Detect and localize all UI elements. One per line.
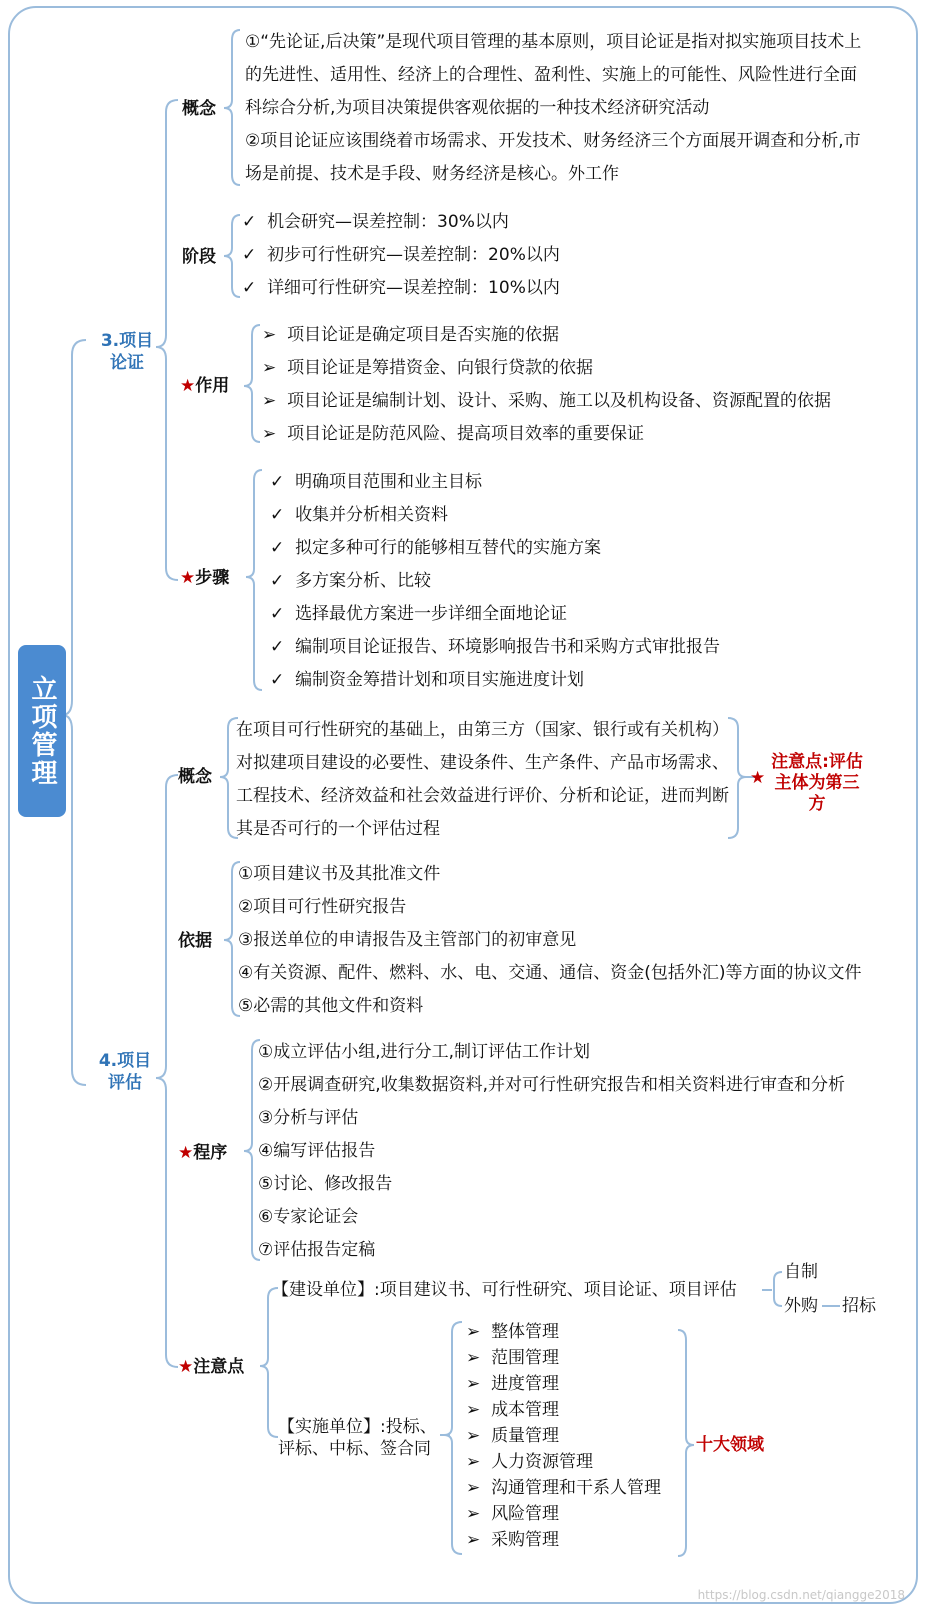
ten-areas-label: 十大领域 xyxy=(696,1435,764,1455)
step-item: ✓ 编制资金筹措计划和项目实施进度计划 xyxy=(270,670,585,690)
area-item: ➢ 整体管理 xyxy=(466,1322,560,1342)
stage-item: ✓ 机会研究—误差控制：30%以内 xyxy=(242,212,509,232)
sec3-role-label: ★作用 xyxy=(180,376,230,396)
step-item: ✓ 编制项目论证报告、环境影响报告书和采购方式审批报告 xyxy=(270,637,721,657)
step-item: ✓ 拟定多种可行的能够相互替代的实施方案 xyxy=(270,538,602,558)
sec4-basis-label: 依据 xyxy=(178,931,212,951)
basis-item: ③报送单位的申请报告及主管部门的初审意见 xyxy=(238,930,577,950)
sec4-procedure-label: ★程序 xyxy=(178,1143,228,1163)
basis-item: ④有关资源、配件、燃料、水、电、交通、通信、资金(包括外汇)等方面的协议文件 xyxy=(238,963,862,983)
sec4-concept-note: ★ 注意点:评估 主体为第三 方 xyxy=(750,752,863,814)
step-item: ✓ 明确项目范围和业主目标 xyxy=(270,472,483,492)
role-item: ➢ 项目论证是防范风险、提高项目效率的重要保证 xyxy=(262,424,645,444)
basis-item: ⑤必需的其他文件和资料 xyxy=(238,996,424,1016)
area-item: ➢ 人力资源管理 xyxy=(466,1452,594,1472)
section-3-title: 3.项目 论证 xyxy=(100,331,154,373)
area-item: ➢ 质量管理 xyxy=(466,1426,560,1446)
section-4-title: 4.项目 评估 xyxy=(98,1051,152,1093)
star-icon: ★ xyxy=(750,768,766,788)
procedure-item: ④编写评估报告 xyxy=(258,1141,376,1161)
watermark: https://blog.csdn.net/qiangge2018 xyxy=(697,1588,905,1602)
stage-item: ✓ 初步可行性研究—误差控制：20%以内 xyxy=(242,245,560,265)
procedure-item: ③分析与评估 xyxy=(258,1108,359,1128)
root-node xyxy=(18,645,66,817)
tender: 招标 xyxy=(842,1296,876,1316)
procedure-item: ①成立评估小组,进行分工,制订评估工作计划 xyxy=(258,1042,591,1062)
root-title: 立项管理 xyxy=(27,675,57,787)
sec4-notes-label: ★注意点 xyxy=(178,1357,245,1377)
outsource: 外购 xyxy=(784,1296,818,1316)
stage-item: ✓ 详细可行性研究—误差控制：10%以内 xyxy=(242,278,560,298)
area-item: ➢ 风险管理 xyxy=(466,1504,560,1524)
procedure-item: ⑤讨论、修改报告 xyxy=(258,1174,393,1194)
role-item: ➢ 项目论证是确定项目是否实施的依据 xyxy=(262,325,560,345)
role-item: ➢ 项目论证是筹措资金、向银行贷款的依据 xyxy=(262,358,594,378)
star-icon: ★ xyxy=(178,1143,194,1163)
construction-unit: 【建设单位】:项目建议书、可行性研究、项目论证、项目评估 xyxy=(272,1280,737,1300)
area-item: ➢ 采购管理 xyxy=(466,1530,560,1550)
implementation-unit: 【实施单位】:投标、 评标、中标、签合同 xyxy=(278,1417,437,1459)
procedure-item: ⑦评估报告定稿 xyxy=(258,1240,376,1260)
sec4-concept-text: 在项目可行性研究的基础上，由第三方（国家、银行或有关机构）对拟建项目建设的必要性、建设条件、生产条件、产品市场需求、工程技术、经济效益和社会效益进行评价、分析和论证，进而判断其是否可行的一个评估过程 xyxy=(236,720,729,839)
area-item: ➢ 沟通管理和干系人管理 xyxy=(466,1478,662,1498)
basis-item: ②项目可行性研究报告 xyxy=(238,897,407,917)
sec4-concept-label: 概念 xyxy=(178,767,212,787)
self-made: 自制 xyxy=(784,1262,818,1282)
area-item: ➢ 进度管理 xyxy=(466,1374,560,1394)
sec3-steps-label: ★步骤 xyxy=(180,568,230,588)
area-item: ➢ 成本管理 xyxy=(466,1400,560,1420)
basis-item: ①项目建议书及其批准文件 xyxy=(238,864,441,884)
step-item: ✓ 收集并分析相关资料 xyxy=(270,505,449,525)
sec3-stage-label: 阶段 xyxy=(182,247,216,267)
procedure-item: ⑥专家论证会 xyxy=(258,1207,359,1227)
sec3-concept-label: 概念 xyxy=(182,99,216,119)
star-icon: ★ xyxy=(178,1357,194,1377)
star-icon: ★ xyxy=(180,376,196,396)
procedure-item: ②开展调查研究,收集数据资料,并对可行性研究报告和相关资料进行审查和分析 xyxy=(258,1075,846,1095)
step-item: ✓ 多方案分析、比较 xyxy=(270,571,432,591)
area-item: ➢ 范围管理 xyxy=(466,1348,560,1368)
star-icon: ★ xyxy=(180,568,196,588)
role-item: ➢ 项目论证是编制计划、设计、采购、施工以及机构设备、资源配置的依据 xyxy=(262,391,832,411)
step-item: ✓ 选择最优方案进一步详细全面地论证 xyxy=(270,604,568,624)
sec3-concept-text: ①“先论证,后决策”是现代项目管理的基本原则，项目论证是指对拟实施项目技术上的先进性、适用性、经济上的合理性、盈利性、实施上的可能性、风险性进行全面科综合分析,为项目决策提供客观依据的一种技术经济研究活动 ②项目论证应该围绕着市场需求、开发技术、财务经济三个方面展开调查和分析,市场是前提、技术是手段、财务经济是核心。外工作 xyxy=(245,32,862,184)
